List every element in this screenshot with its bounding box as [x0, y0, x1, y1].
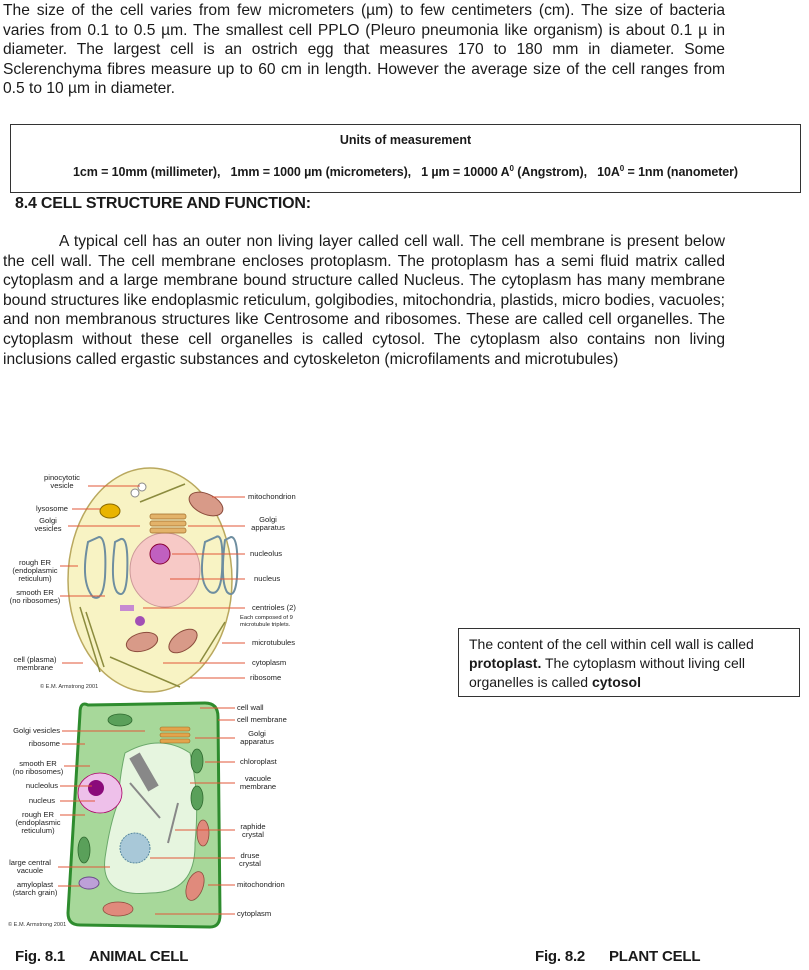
- svg-text:cytoplasm: cytoplasm: [237, 909, 272, 918]
- svg-text:cell wall: cell wall: [237, 703, 264, 712]
- plant-left-labels: [9, 726, 64, 897]
- svg-text:Golgi vesicles: Golgi vesicles: [13, 726, 60, 735]
- svg-text:chloroplast: chloroplast: [240, 757, 277, 766]
- unit-cm-mm: 1cm = 10mm (millimeter),: [73, 165, 221, 180]
- units-of-measurement-box: [10, 124, 801, 193]
- svg-text:Golgi: Golgi: [259, 515, 277, 524]
- cell-structure-paragraph: A typical cell has an outer non living layer called cell wall. The cell membrane is present below the cell wall. The cell membrane encloses protoplasm. The protoplasm has a semi fluid matrix called cytoplasm and a large membrane bound structure called Nucleus. The cytoplasm has many membrane bound structures like endoplasmic reticulum, golgibodies, mitochondria, plastids, micro bodies, vacuoles; and non membranous structures like Centrosome and ribosomes. These are called cell organelles. The cytoplasm without these cell organelles is called cytosol. The cytoplasm also contains non living inclusions called ergastic substances and cytoskeleton (microfilaments and microtubules): [3, 233, 726, 368]
- svg-text:Golgi: Golgi: [39, 516, 57, 525]
- svg-text:(no ribosomes): (no ribosomes): [12, 767, 64, 776]
- svg-text:rough ER: rough ER: [18, 558, 52, 567]
- svg-text:(no ribosomes): (no ribosomes): [9, 596, 61, 605]
- svg-text:microtubule triplets.: microtubule triplets.: [240, 622, 291, 628]
- term-protoplast: protoplast.: [469, 655, 542, 671]
- svg-text:vesicle: vesicle: [50, 481, 74, 490]
- units-box-title: Units of measurement: [339, 133, 472, 147]
- protoplast-note-box: The content of the cell within cell wall is called protoplast. The cytoplasm without living cell organelles is called cytosol: [458, 628, 800, 697]
- plant-copyright: © E.M. Armstrong 2001: [8, 922, 67, 928]
- svg-text:Golgi: Golgi: [248, 729, 266, 738]
- svg-text:membrane: membrane: [16, 663, 54, 672]
- svg-text:reticulum): reticulum): [21, 826, 55, 835]
- plant-right-labels: [237, 703, 287, 918]
- svg-text:nucleolus: nucleolus: [25, 781, 58, 790]
- svg-text:nucleus: nucleus: [254, 574, 281, 583]
- svg-text:vacuole: vacuole: [16, 866, 44, 875]
- unit-um-angstrom: 1 µm = 10000 $A^0$ (Angstrom),: [421, 164, 587, 180]
- svg-text:(endoplasmic: (endoplasmic: [12, 566, 58, 575]
- animal-right-labels: [240, 492, 296, 682]
- intro-paragraph: The size of the cell varies from few micrometers (µm) to few centimeters (cm). The size of bacteria varies from 0.1 to 0.5 µm. The smallest cell PPLO (Pleuro pneumonia like organism) is about 0.1 µ in diameter. The largest cell is an ostrich egg that measures 170 to 180 mm in diameter. Some Sclerenchyma fibres measure up to 60 cm in length. However the average size of the cell ranges from 0.5 to 10 µm in diameter.: [3, 2, 725, 98]
- svg-text:cell membrane: cell membrane: [237, 715, 287, 724]
- svg-text:crystal: crystal: [239, 859, 261, 868]
- figure-caption-plant-cell: Fig. 8.2 PLANT CELL: [535, 948, 701, 965]
- svg-text:ribosome: ribosome: [28, 739, 60, 748]
- svg-text:smooth ER: smooth ER: [19, 759, 57, 768]
- svg-text:large central: large central: [9, 858, 51, 867]
- units-conversion-line: [11, 164, 800, 179]
- svg-text:Each composed of 9: Each composed of 9: [240, 615, 293, 621]
- svg-text:rough ER: rough ER: [21, 810, 55, 819]
- svg-text:raphide: raphide: [240, 822, 266, 831]
- svg-text:(endoplasmic: (endoplasmic: [15, 818, 61, 827]
- term-cytosol: cytosol: [591, 674, 641, 690]
- section-heading: 8.4 CELL STRUCTURE AND FUNCTION:: [15, 195, 311, 212]
- svg-text:apparatus: apparatus: [240, 737, 274, 746]
- svg-text:ribosome: ribosome: [250, 673, 282, 682]
- svg-text:nucleus: nucleus: [28, 796, 55, 805]
- unit-mm-um: 1mm = 1000 µm (micrometers),: [230, 165, 412, 180]
- svg-text:druse: druse: [240, 851, 260, 860]
- svg-text:lysosome: lysosome: [35, 504, 69, 513]
- svg-text:mitochondrion: mitochondrion: [248, 492, 296, 501]
- svg-text:membrane: membrane: [239, 782, 277, 791]
- svg-text:reticulum): reticulum): [18, 574, 52, 583]
- svg-text:microtubules: microtubules: [252, 638, 296, 647]
- svg-text:amyloplast: amyloplast: [16, 880, 54, 889]
- plant-cell-diagram: [0, 693, 320, 933]
- unit-angstrom-nm: $10A^0 = 1nm$ (nanometer): [597, 164, 738, 180]
- svg-text:apparatus: apparatus: [251, 523, 285, 532]
- svg-text:pinocytotic: pinocytotic: [44, 473, 80, 482]
- svg-text:centrioles (2): centrioles (2): [252, 603, 296, 612]
- svg-text:crystal: crystal: [242, 830, 264, 839]
- figure-caption-animal-cell: Fig. 8.1 ANIMAL CELL: [15, 948, 189, 965]
- svg-text:cytoplasm: cytoplasm: [252, 658, 287, 667]
- svg-text:cell (plasma): cell (plasma): [13, 655, 57, 664]
- svg-text:vesicles: vesicles: [34, 524, 62, 533]
- svg-text:mitochondrion: mitochondrion: [237, 880, 285, 889]
- animal-copyright: © E.M. Armstrong 2001: [40, 684, 99, 690]
- svg-text:vacuole: vacuole: [244, 774, 272, 783]
- animal-cell-diagram: [0, 462, 320, 694]
- svg-text:(starch grain): (starch grain): [12, 888, 58, 897]
- svg-text:smooth ER: smooth ER: [16, 588, 54, 597]
- svg-text:nucleolus: nucleolus: [250, 549, 283, 558]
